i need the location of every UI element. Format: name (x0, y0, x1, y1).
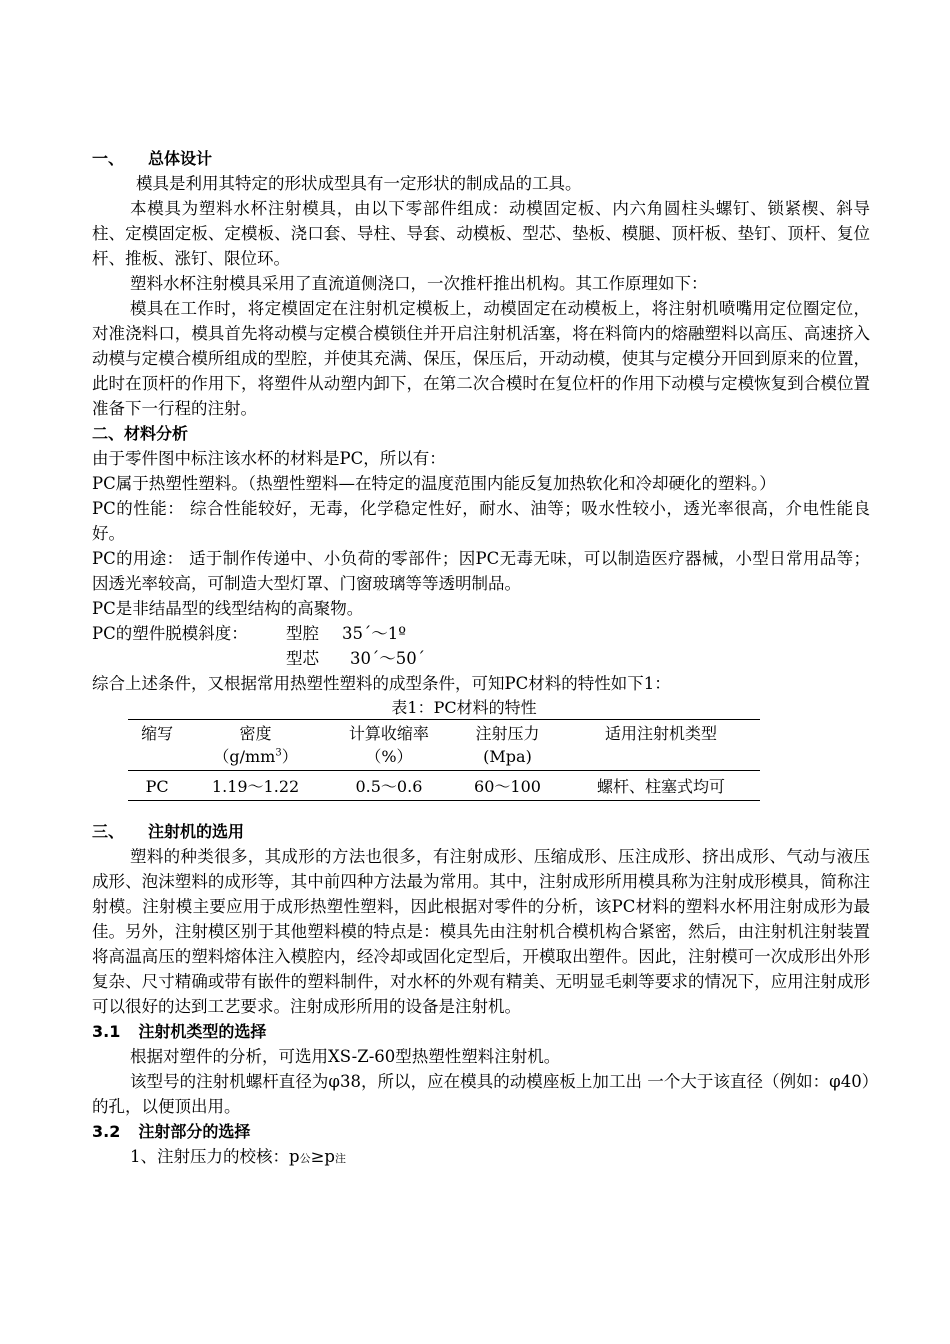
paragraph: PC属于热塑性塑料。（热塑性塑料—在特定的温度范围内能反复加热软化和冷却硬化的塑料。） (92, 474, 776, 493)
table-header-cell: 适用注射机类型 (562, 720, 760, 746)
paragraph (92, 1144, 870, 1171)
draft-angle-cavity-line (92, 621, 870, 646)
table-unit-cell (562, 745, 760, 771)
section-title: 总体设计 (148, 149, 213, 168)
table-header-cell: 缩写 (128, 720, 186, 746)
pc-properties-table (128, 696, 760, 801)
paragraph: 根据对塑件的分析，可选用XS-Z-60型热塑性塑料注射机。 (130, 1047, 561, 1066)
cavity-label: 型腔 (286, 624, 319, 643)
paragraph: 塑料的种类很多，其成形的方法也很多，有注射成形、压缩成形、压注成形、挤出成形、气动与液压成形、泡沫塑料的成形等，其中前四种方法最为常用。其中，注射成形所用模具称为注射成形模具，简称注射模。注射模主要应用于成形热塑性塑料，因此根据对零件的分析，该PC材料的塑料水杯用注射成形为最佳。另外，注射模区别于其他塑料模的特点是：模具先由注射机合模机构合紧密，然后，由注射机注射装置将高温高压的塑料熔体注入模腔内，经冷却或固化定型后，开模取出塑件。因此，注射模可一次成形出外形复杂、尺寸精确或带有嵌件的塑料制件，对水杯的外观有精美、无明显毛刺等要求的情况下，应用注射成形可以很好的达到工艺要求。注射成形所用的设备是注射机。 (92, 847, 870, 1016)
paragraph: PC的用途： 适于制作传递中、小负荷的零部件；因PC无毒无味，可以制造医疗器械，小型日常用品等；因透光率较高，可制造大型灯罩、门窗玻璃等等透明制品。 (92, 549, 870, 593)
formula-subscript: 注 (334, 1152, 346, 1165)
paragraph: PC是非结晶型的线型结构的高聚物。 (92, 599, 364, 618)
subsection-number: 3.2 (92, 1122, 121, 1141)
subsection-title: 注射机类型的选择 (138, 1022, 267, 1041)
paragraph: PC的性能： 综合性能较好，无毒，化学稳定性好，耐水、油等；吸水性较小，透光率很高，介电性能良好。 (92, 499, 870, 543)
section-title: 注射机的选用 (148, 822, 245, 841)
cavity-value: 35´～1º (342, 624, 407, 643)
unit-close: ） (281, 747, 298, 766)
table-cell: 60～100 (453, 771, 562, 801)
subsection-3-2-heading (92, 1119, 870, 1144)
table-unit-cell: （%） (365, 747, 413, 766)
table-header-cell: 计算收缩率 (325, 720, 453, 746)
unit-superscript: 3 (275, 747, 282, 759)
table-cell: 0.5～0.6 (325, 771, 453, 801)
paragraph: 由于零件图中标注该水杯的材料是PC，所以有： (92, 449, 446, 468)
paragraph: 模具是利用其特定的形状成型具有一定形状的制成品的工具。 (136, 174, 582, 193)
table-header-cell: 密度 (186, 720, 325, 746)
paragraph: 模具在工作时，将定模固定在注射机定模板上，动模固定在动模板上，将注射机喷嘴用定位圈定位，对准浇料口，模具首先将动模与定模合模锁住并开启注射机活塞，将在料筒内的熔融塑料以高压、高速挤入动模与定模合模所组成的型腔，并使其充满、保压，保压后，开动动模，使其与定模分开回到原来的位置，此时在顶杆的作用下，将塑件从动塑内卸下，在第二次合模时在复位杆的作用下动模与定模恢复到合模位置准备下一行程的注射。 (92, 299, 870, 418)
table-header-cell: 注射压力 (453, 720, 562, 746)
table-cell: 螺杆、柱塞式均可 (562, 771, 760, 801)
subsection-3-1-heading (92, 1019, 870, 1044)
paragraph: 综合上述条件，又根据常用热塑性塑料的成型条件，可知PC材料的特性如下1： (92, 674, 671, 693)
table-unit-cell (186, 745, 325, 771)
paragraph: 塑料水杯注射模具采用了直流道侧浇口，一次推杆推出机构。其工作原理如下： (130, 274, 708, 293)
core-label: 型芯 (286, 649, 319, 668)
density-unit: （g/mm (213, 747, 276, 766)
draft-angle-core-line (92, 646, 870, 671)
table-unit-cell: (Mpa) (483, 747, 532, 766)
table-caption: 表1：PC材料的特性 (391, 698, 537, 717)
table-header-row (128, 720, 760, 746)
section-number: 一、 (92, 149, 125, 168)
table-cell: 1.19～1.22 (186, 771, 325, 801)
subsection-title: 注射部分的选择 (138, 1122, 251, 1141)
table-unit-cell (128, 745, 186, 771)
table-row (128, 771, 760, 801)
draft-angle-label: PC的塑件脱模斜度： (92, 624, 248, 643)
table-units-row (128, 745, 760, 771)
section-3-heading (92, 819, 870, 844)
document-page (92, 146, 870, 1171)
formula-middle: ≥p (310, 1147, 335, 1166)
formula-subscript: 公 (299, 1152, 311, 1165)
section-1-heading (92, 146, 870, 171)
section-number: 三、 (92, 822, 125, 841)
table-cell: PC (128, 771, 186, 801)
subsection-number: 3.1 (92, 1022, 121, 1041)
paragraph: 本模具为塑料水杯注射模具，由以下零部件组成：动模固定板、内六角圆柱头螺钉、锁紧楔、斜导柱、定模固定板、定模板、浇口套、导柱、导套、动模板、型芯、垫板、模腿、顶杆板、垫钉、顶杆、复位杆、推板、涨钉、限位环。 (92, 199, 870, 268)
paragraph: 该型号的注射机螺杆直径为φ38，所以，应在模具的动模座板上加工出 一个大于该直径（例如：φ40）的孔，以便顶出用。 (92, 1072, 870, 1116)
section-2-heading: 二、材料分析 (92, 424, 189, 443)
formula-prefix: 1、注射压力的校核：p (130, 1147, 300, 1166)
core-value: 30´～50´ (350, 649, 425, 668)
